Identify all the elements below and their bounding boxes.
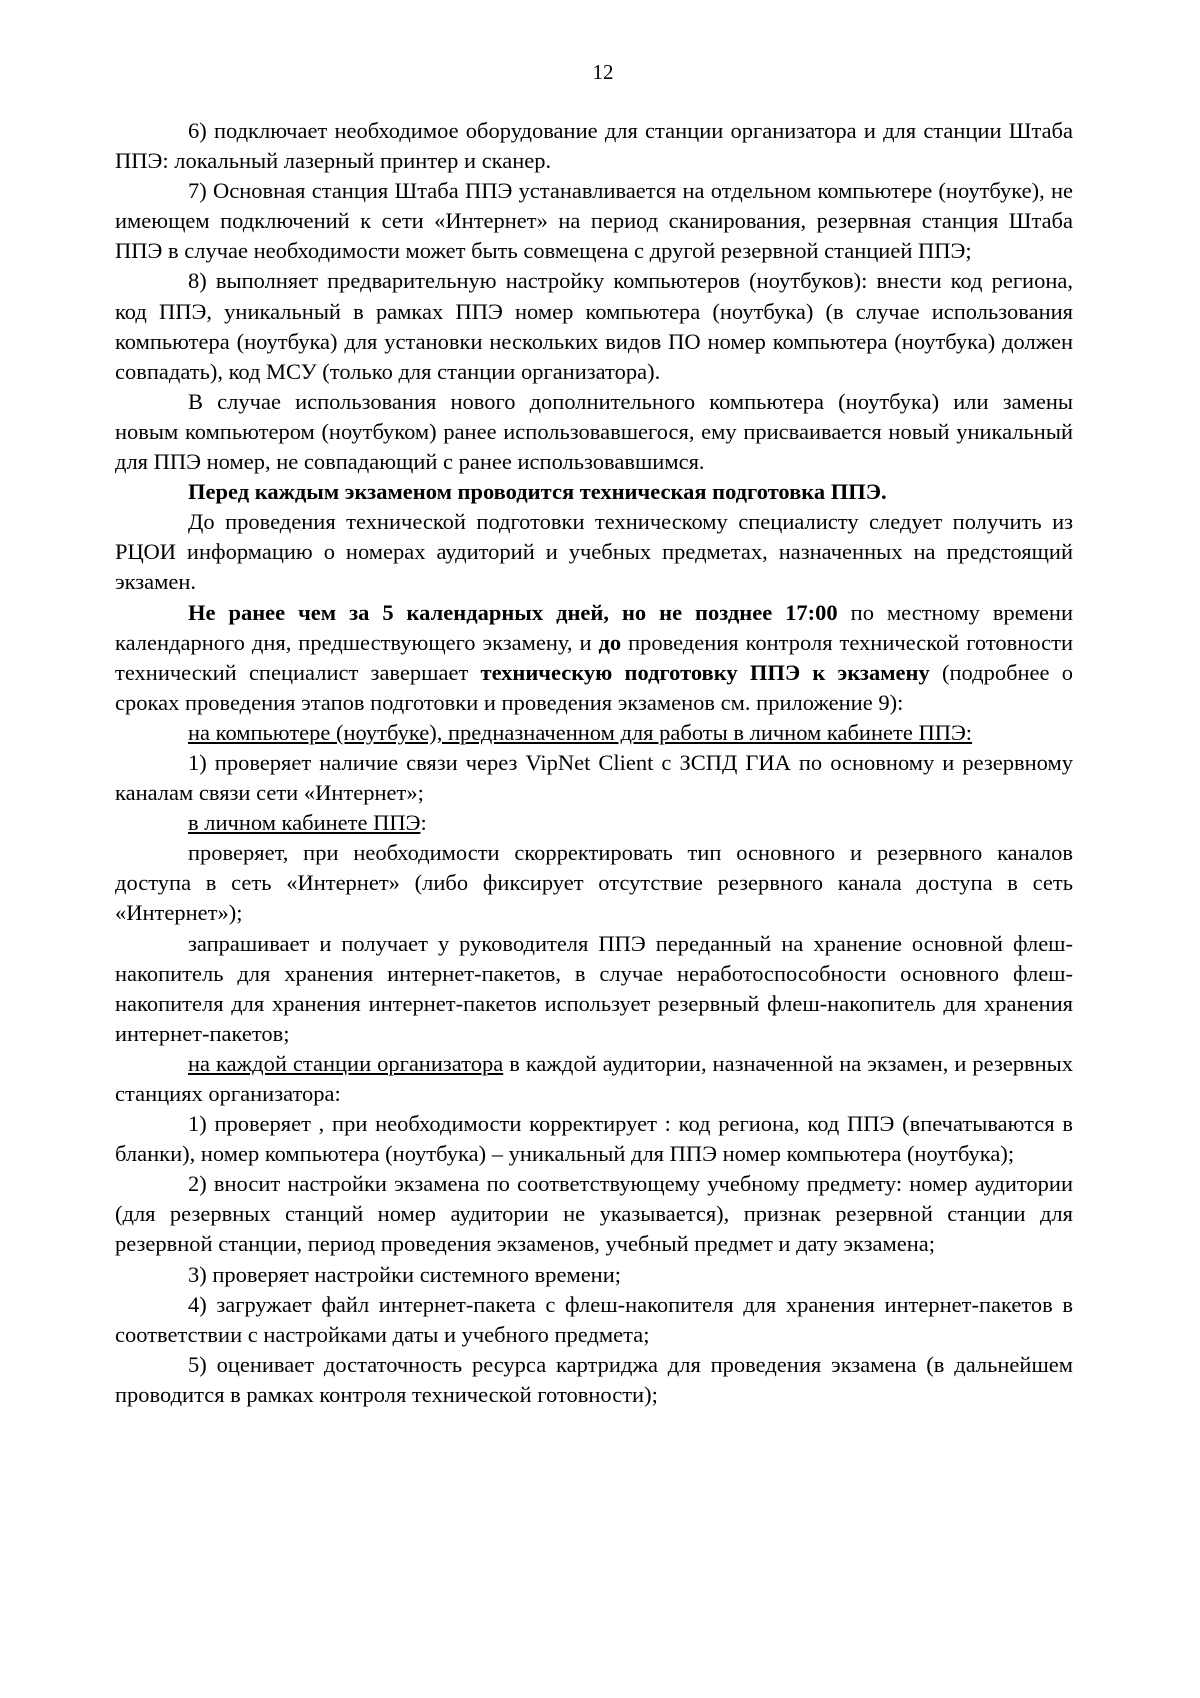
technical-preparation-heading: Перед каждым экзаменом проводится техническая подготовка ППЭ. <box>188 479 887 505</box>
organizer-item-1: 1) проверяет , при необходимости корректирует : код региона, код ППЭ (впечатываются в бланки), номер компьютера (ноутбука) – уникальный для ППЭ номер компьютера (ноутбука); <box>115 1111 1073 1167</box>
item-6-equipment: 6) подключает необходимое оборудование для станции организатора и для станции Штаба ППЭ: локальный лазерный принтер и сканер. <box>115 118 1073 174</box>
preparation-deadline-paragraph <box>115 598 1073 718</box>
deadline-bold-before: до <box>598 629 622 655</box>
deadline-text-3: (подробнее о сроках проведения этапов подготовки и проведения экзаменов см. приложение 9): <box>115 659 1074 715</box>
deadline-text-1: по местному времени календарного дня, предшествующего экзамену, и <box>115 599 1073 655</box>
page-number: 12 <box>592 60 614 84</box>
deadline-bold-preparation: техническую подготовку ППЭ к экзамену <box>480 659 930 685</box>
organizer-station-underlined: на каждой станции организатора <box>188 1050 504 1076</box>
personal-cabinet-colon: : <box>420 810 427 836</box>
organizer-item-2: 2) вносит настройки экзамена по соответствующему учебному предмету: номер аудитории (для резервных станций номер аудитории не указывается), признак резервной станции для резервной станции, период проведения экзаменов, учебный предмет и дату экзамена; <box>115 1171 1073 1257</box>
organizer-station-heading <box>115 1049 1073 1109</box>
organizer-item-3: 3) проверяет настройки системного времени; <box>188 1261 622 1287</box>
preparation-info-paragraph: До проведения технической подготовки техническому специалисту следует получить из РЦОИ информацию о номерах аудиторий и учебных предметах, назначенных на предстоящий экзамен. <box>115 509 1073 595</box>
personal-cabinet-heading <box>115 808 1073 838</box>
organizer-item-4: 4) загружает файл интернет-пакета с флеш-накопителя для хранения интернет-пакетов в соответствии с настройками даты и учебного предмета; <box>115 1291 1073 1347</box>
organizer-station-text: в каждой аудитории, назначенной на экзамен, и резервных станциях организатора: <box>115 1050 1074 1106</box>
item-7-hq-station: 7) Основная станция Штаба ППЭ устанавливается на отдельном компьютере (ноутбуке), не имеющем подключений к сети «Интернет» на период сканирования, резервная станция Штаба ППЭ в случае необходимости может быть совмещена с другой резервной станцией ППЭ; <box>115 178 1073 264</box>
vipnet-check-item: 1) проверяет наличие связи через VipNet Client с ЗСПД ГИА по основному и резервному каналам связи сети «Интернет»; <box>115 749 1073 806</box>
deadline-text-2: проведения контроля технической готовности технический специалист завершает <box>115 629 1073 685</box>
flash-drive-paragraph: запрашивает и получает у руководителя ППЭ переданный на хранение основной флеш-накопитель для хранения интернет-пакетов, в случае неработоспособности основного флеш-накопителя для хранения интернет-пакетов использует резервный флеш-накопитель для хранения интернет-пакетов; <box>115 930 1073 1046</box>
personal-cabinet-computer-heading <box>115 718 1073 748</box>
deadline-bold-text: Не ранее чем за 5 календарных дней, но не позднее 17:00 <box>188 599 838 625</box>
channel-check-paragraph: проверяет, при необходимости скорректировать тип основного и резервного каналов доступа в сеть «Интернет» (либо фиксирует отсутствие резервного канала доступа в сеть «Интернет»); <box>115 840 1073 926</box>
item-8-preliminary-setup: 8) выполняет предварительную настройку компьютеров (ноутбуков): внести код региона, код ППЭ, уникальный в рамках ППЭ номер компьютера (ноутбука) (в случае использования компьютера (ноутбука) для установки нескольких видов ПО номер компьютера (ноутбука) должен совпадать), код МСУ (только для станции организатора). <box>115 268 1073 384</box>
new-computer-note: В случае использования нового дополнительного компьютера (ноутбука) или замены новым компьютером (ноутбуком) ранее использовавшегося, ему присваивается новый уникальный для ППЭ номер, не совпадающий с ранее использовавшимся. <box>115 388 1073 475</box>
organizer-item-5: 5) оценивает достаточность ресурса картриджа для проведения экзамена (в дальнейшем проводится в рамках контроля технической готовности); <box>115 1351 1073 1407</box>
personal-cabinet-underlined: в личном кабинете ППЭ <box>188 810 421 836</box>
personal-cabinet-computer-underlined: на компьютере (ноутбуке), предназначенном для работы в личном кабинете ППЭ: <box>188 719 973 745</box>
